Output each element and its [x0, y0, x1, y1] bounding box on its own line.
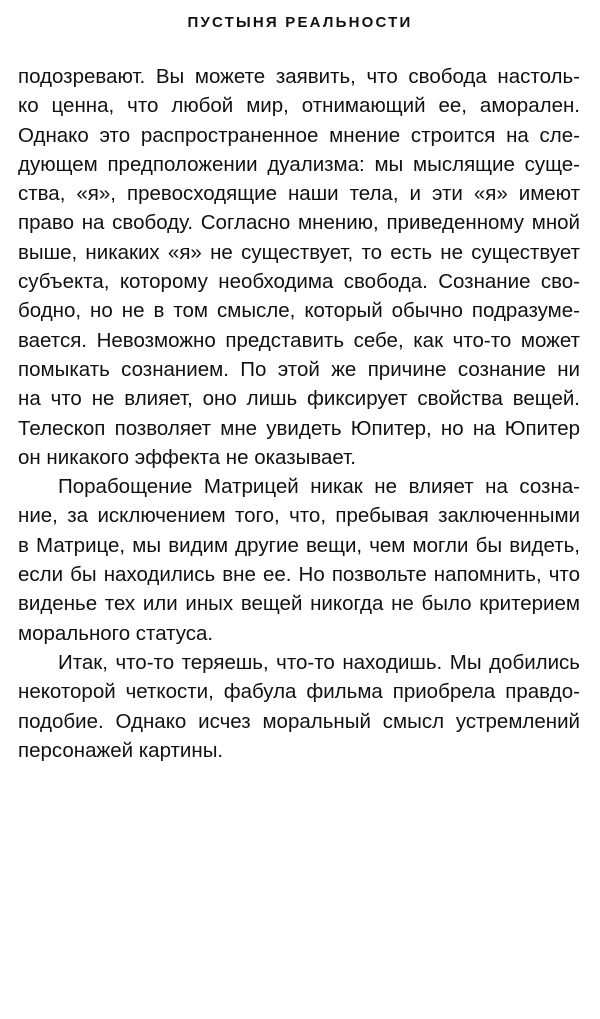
text-line: ние, за исключением того, что, пребывая заключенными — [18, 504, 580, 528]
text-line: он никакого эффекта не оказывает. — [18, 445, 356, 469]
text-line: Однако это распространенное мнение строится на сле- — [18, 123, 580, 147]
text-line: выше, никаких «я» не существует, то есть не существует — [18, 240, 580, 264]
text-line: на что не влияет, оно лишь фиксирует свойства вещей. — [18, 387, 580, 411]
text-line: в Матрице, мы видим другие вещи, чем могли бы видеть, — [18, 533, 580, 557]
text-line: помыкать сознанием. По этой же причине сознание ни — [18, 357, 580, 381]
text-line: право на свободу. Согласно мнению, приведенному мной — [18, 211, 580, 235]
paragraph-2 — [18, 472, 580, 648]
text-line: виденье тех или иных вещей никогда не было критерием — [18, 592, 580, 616]
body-text — [18, 62, 580, 765]
text-line: морального статуса. — [18, 621, 214, 645]
text-line: если бы находились вне ее. Но позвольте напомнить, что — [18, 563, 580, 587]
text-line: бодно, но не в том смысле, который обычно подразуме- — [18, 299, 580, 323]
running-header: ПУСТЫНЯ РЕАЛЬНОСТИ — [187, 14, 413, 31]
text-line: Порабощение Матрицей никак не влияет на созна- — [58, 475, 580, 499]
text-line: некоторой четкости, фабула фильма приобрела правдо- — [18, 680, 580, 704]
text-line: ко ценна, что любой мир, отнимающий ее, аморален. — [18, 94, 580, 118]
paragraph-1 — [18, 62, 580, 472]
paragraph-3 — [18, 648, 580, 765]
text-line: ства, «я», превосходящие наши тела, и эти «я» имеют — [18, 182, 580, 206]
text-line: подозревают. Вы можете заявить, что свобода настоль- — [18, 65, 580, 88]
text-line: Телескоп позволяет мне увидеть Юпитер, но на Юпитер — [18, 416, 580, 440]
text-line: субъекта, которому необходима свобода. Сознание сво- — [18, 270, 580, 294]
text-line: подобие. Однако исчез моральный смысл устремлений — [18, 709, 580, 733]
text-line: вается. Невозможно представить себе, как что-то может — [18, 328, 580, 352]
text-line: Итак, что-то теряешь, что-то находишь. Мы добились — [58, 650, 580, 674]
text-line: персонажей картины. — [18, 738, 224, 762]
text-line: дующем предположении дуализма: мы мыслящие суще- — [18, 152, 580, 176]
